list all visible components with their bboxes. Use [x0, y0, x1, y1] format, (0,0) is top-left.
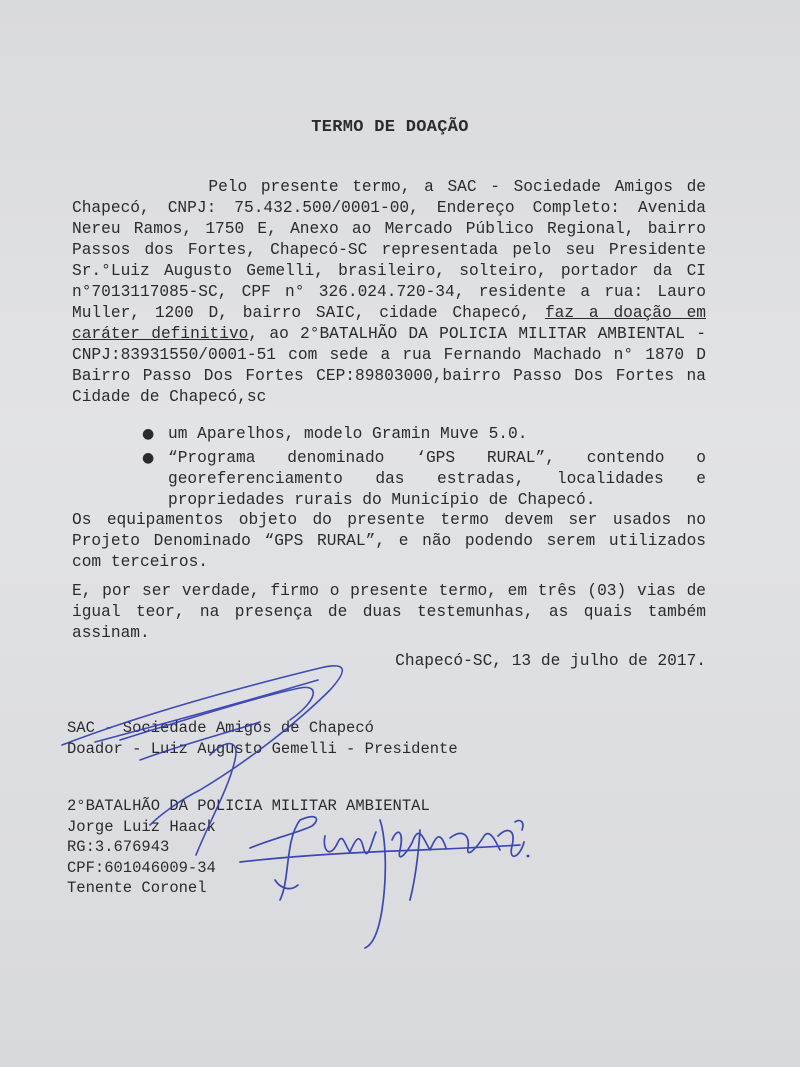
list-item [142, 448, 706, 511]
signatory-recipient [67, 796, 430, 899]
donated-items-list [142, 424, 706, 513]
list-item [142, 424, 706, 445]
text-line: E, por ser verdade, firmo o presente termo, em três (03) vias de [72, 582, 706, 600]
date-line: Chapecó-SC, 13 de julho de 2017. [395, 652, 706, 670]
text-line: Projeto Denominado “GPS RURAL”, e não podendo serem utilizados [72, 532, 706, 550]
text-line [72, 324, 706, 345]
signatory-role: Doador - Luiz Augusto Gemelli - Presidente [67, 740, 458, 758]
text-line: Passos dos Fortes, Chapecó-SC representada pelo seu Presidente [72, 241, 706, 259]
text-segment: , ao 2°BATALHÃO DA POLICIA MILITAR AMBIENTAL - [248, 325, 706, 343]
text-line: “Programa denominado ‘GPS RURAL”, contendo o [168, 449, 706, 467]
signatory-rg: RG:3.676943 [67, 838, 170, 856]
text-line: Bairro Passo Dos Fortes CEP:89803000,bairro Passo Dos Fortes na [72, 367, 706, 385]
text-line: Nereu Ramos, 1750 E, Anexo ao Mercado Público Regional, bairro [72, 220, 706, 238]
signatory-cpf: CPF:601046009-34 [67, 858, 216, 877]
text-segment: Muller, 1200 D, bairro SAIC, cidade Chapecó, [72, 304, 545, 322]
text-line: igual teor, na presença de duas testemunhas, as quais também [72, 603, 706, 621]
text-line: Cidade de Chapecó,sc [72, 388, 267, 406]
text-line [72, 303, 706, 324]
text-line: um Aparelhos, modelo Gramin Muve 5.0. [168, 425, 528, 443]
signatory-org: 2°BATALHÃO DA POLICIA MILITAR AMBIENTAL [67, 797, 430, 815]
document-title: TERMO DE DOAÇÃO [311, 118, 469, 137]
paragraph-closing [72, 581, 706, 644]
paragraph-donation-terms [72, 177, 706, 408]
text-line: Chapecó, CNPJ: 75.432.500/0001-00, Endereço Completo: Avenida [72, 199, 706, 217]
text-line: assinam. [72, 624, 150, 642]
bullet-icon: ● [142, 426, 155, 442]
text-line: Pelo presente termo, a SAC - Sociedade Amigos de [72, 178, 706, 196]
underlined-text: caráter definitivo [72, 325, 249, 343]
signatory-rank: Tenente Coronel [67, 879, 207, 897]
bullet-icon: ● [142, 450, 155, 466]
signatory-org: SAC - Sociedade Amigos de Chapecó [67, 719, 374, 737]
text-line: georeferenciamento das estradas, localidades e [168, 470, 706, 488]
text-line: Os equipamentos objeto do presente termo devem ser usados no [72, 511, 706, 529]
signatory-name: Jorge Luiz Haack [67, 817, 216, 836]
underlined-text: faz a doação em [544, 304, 706, 322]
text-line: CNPJ:83931550/0001-51 com sede a rua Fernando Machado n° 1870 D [72, 346, 706, 364]
text-line: com terceiros. [72, 553, 208, 571]
signatory-donor [67, 718, 458, 760]
text-line: n°7013117085-SC, CPF n° 326.024.720-34, residente a rua: Lauro [72, 283, 706, 301]
paragraph-usage-terms [72, 510, 706, 573]
text-line: propriedades rurais do Município de Chapecó. [168, 491, 596, 509]
text-line: Sr.°Luiz Augusto Gemelli, brasileiro, solteiro, portador da CI [72, 262, 706, 280]
